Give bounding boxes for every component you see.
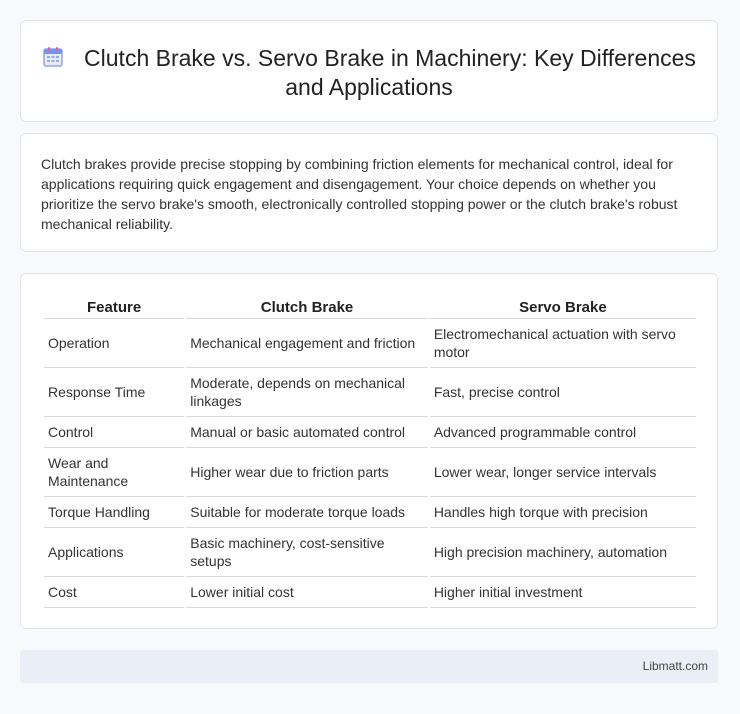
intro-card (20, 133, 718, 252)
title-wrap (21, 44, 717, 102)
servo-cell: Electromechanical actuation with servo motor (430, 319, 696, 368)
servo-cell: Lower wear, longer service intervals (430, 448, 696, 497)
table-row (44, 577, 696, 608)
table-row (44, 319, 696, 368)
page-title: Clutch Brake vs. Servo Brake in Machinery: Key Differences and Applications (84, 45, 696, 100)
feature-cell: Response Time (44, 368, 184, 417)
feature-cell: Control (44, 417, 184, 448)
feature-cell: Operation (44, 319, 184, 368)
clutch-cell: Basic machinery, cost-sensitive setups (186, 528, 428, 577)
table-row (44, 528, 696, 577)
clutch-cell: Mechanical engagement and friction (186, 319, 428, 368)
servo-cell: Handles high torque with precision (430, 497, 696, 528)
table-row (44, 497, 696, 528)
comparison-card (20, 273, 718, 629)
footer-bar (20, 650, 718, 683)
feature-cell: Torque Handling (44, 497, 184, 528)
title-card (20, 20, 718, 122)
footer-site-link[interactable]: Libmatt.com (642, 659, 708, 673)
comparison-table (42, 296, 698, 608)
header-clutch-brake: Clutch Brake (186, 296, 428, 319)
header-feature: Feature (44, 296, 184, 319)
servo-cell: Advanced programmable control (430, 417, 696, 448)
calendar-icon (42, 46, 64, 68)
feature-cell: Applications (44, 528, 184, 577)
table-header-row (44, 296, 696, 319)
servo-cell: Fast, precise control (430, 368, 696, 417)
servo-cell: High precision machinery, automation (430, 528, 696, 577)
table-row (44, 448, 696, 497)
table-row (44, 417, 696, 448)
clutch-cell: Manual or basic automated control (186, 417, 428, 448)
clutch-cell: Higher wear due to friction parts (186, 448, 428, 497)
feature-cell: Cost (44, 577, 184, 608)
servo-cell: Higher initial investment (430, 577, 696, 608)
clutch-cell: Suitable for moderate torque loads (186, 497, 428, 528)
header-servo-brake: Servo Brake (430, 296, 696, 319)
clutch-cell: Moderate, depends on mechanical linkages (186, 368, 428, 417)
feature-cell: Wear and Maintenance (44, 448, 184, 497)
intro-paragraph: Clutch brakes provide precise stopping by combining friction elements for mechanical control, ideal for applications requiring quick engagement and disengagement. Your choice depends on whether you prioritize the servo brake's smooth, electronically controlled stopping power or the clutch brake's robust mechanical reliability. (41, 156, 678, 232)
table-row (44, 368, 696, 417)
clutch-cell: Lower initial cost (186, 577, 428, 608)
